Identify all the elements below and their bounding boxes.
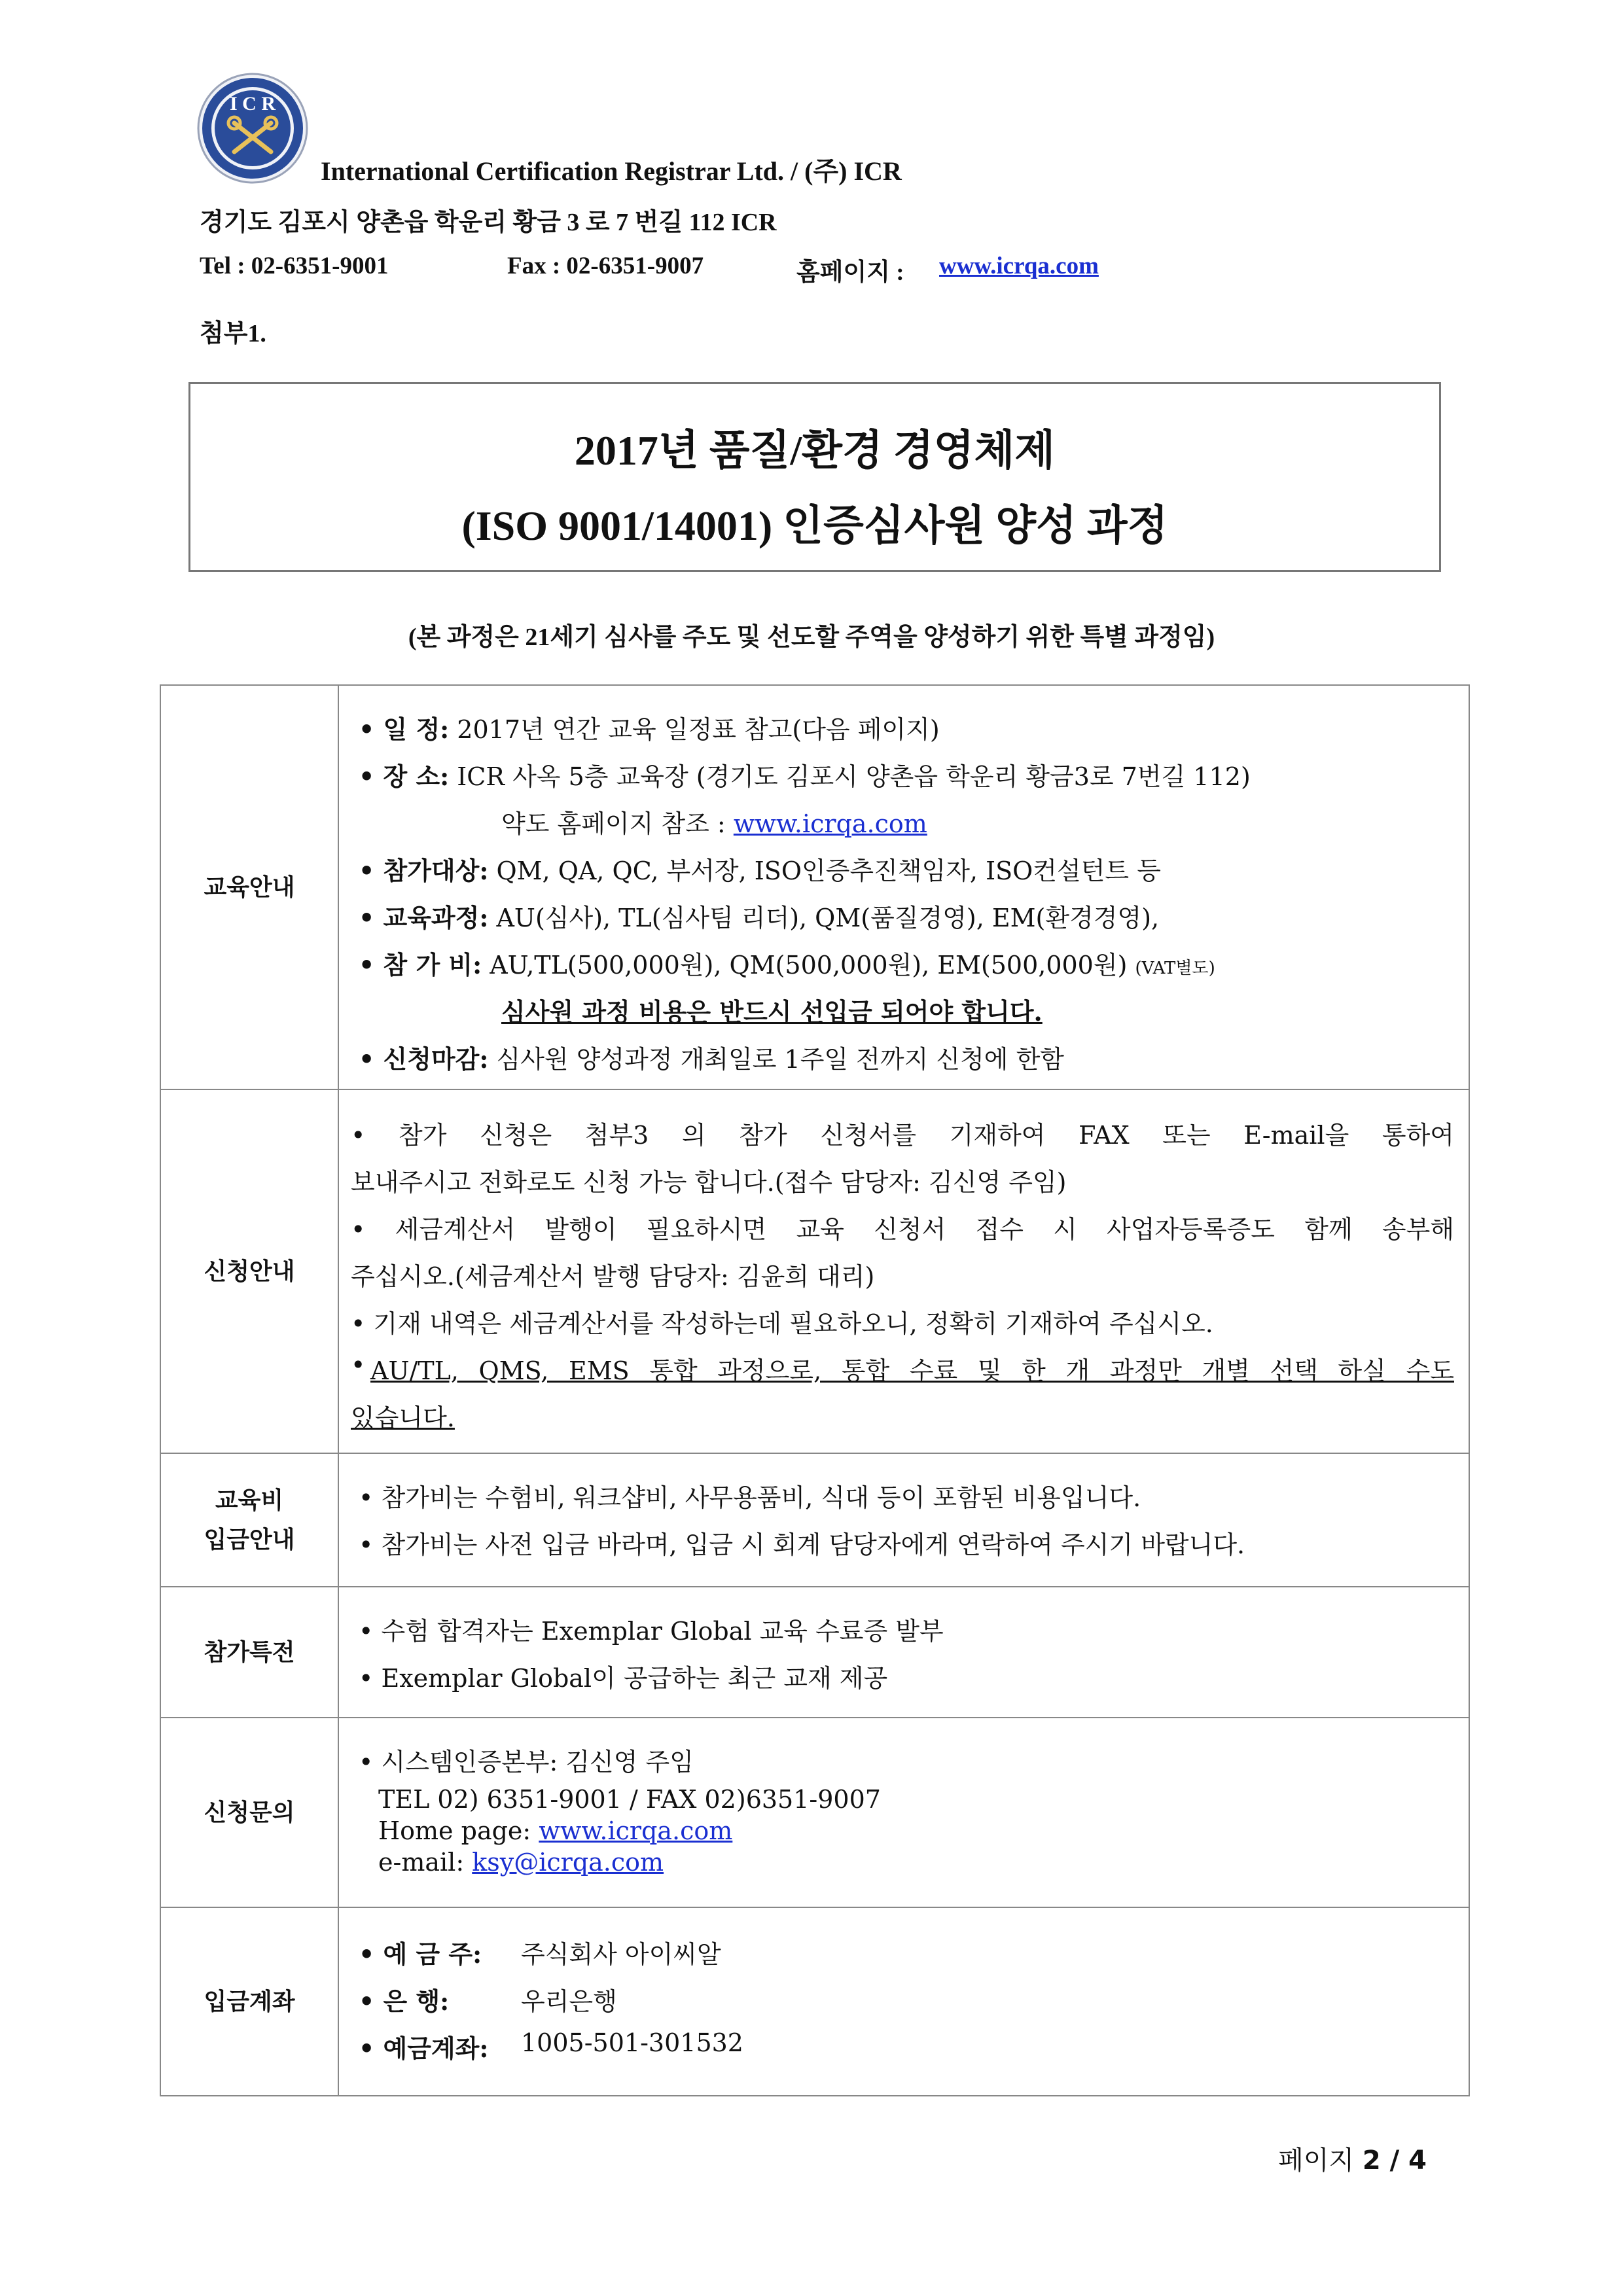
application-heading: 신청안내 (161, 1090, 339, 1453)
holder-label: • 예 금 주: (359, 1939, 482, 1969)
acct-label: • 예금계좌: (359, 2034, 489, 2063)
homepage-link[interactable]: www.icrqa.com (939, 253, 1099, 279)
subtitle: (본 과정은 21세기 심사를 주도 및 선도할 주역을 양성하기 위한 특별 과정임) (408, 624, 1215, 651)
app-line-1a: • 참가 신청은 첨부3 의 참가 신청서를 기재하여 FAX 또는 E-mail을 통하여 (351, 1121, 1454, 1150)
row-application (160, 1089, 1470, 1454)
app-line-4b: 있습니다. (351, 1404, 455, 1432)
education-heading: 교육안내 (161, 686, 339, 1089)
deadline-label: • 신청마감: (359, 1044, 489, 1074)
fee-payment-heading-1: 교육비 (215, 1487, 284, 1514)
row-benefits (160, 1586, 1470, 1718)
icr-logo (196, 72, 309, 185)
fee-label: • 참 가 비: (359, 950, 482, 980)
title-line-1: 2017년 품질/환경 경영체제 (574, 427, 1056, 474)
fee-payment-heading (161, 1454, 339, 1586)
fee-payment-line-2: • 참가비는 사전 입금 바라며, 입금 시 회계 담당자에게 연락하여 주시기 바랍니다. (359, 1530, 1245, 1559)
inquiry-heading: 신청문의 (161, 1718, 339, 1907)
company-name: International Certification Registrar Ltd. / (주) ICR (321, 156, 902, 186)
inquiry-body (338, 1718, 1469, 1907)
benefits-heading: 참가특전 (161, 1587, 339, 1717)
row-inquiry (160, 1717, 1470, 1908)
app-line-4a: AU/TL, QMS, EMS 통합 과정으로, 통합 수료 및 한 개 과정만 개별 선택 하실 수도 (370, 1356, 1454, 1385)
inquiry-tel-fax: TEL 02) 6351-9001 / FAX 02)6351-9007 (378, 1785, 881, 1814)
place-value: ICR 사옥 5층 교육장 (경기도 김포시 양촌읍 학운리 황금3로 7번길 112) (457, 762, 1251, 791)
inquiry-email-label: e-mail: (378, 1848, 465, 1877)
application-body: • 참가 신청은 첨부3 의 참가 신청서를 기재하여 FAX 또는 E-mail을 통하여 보내주시고 전화로도 신청 가능 합니다.(접수 담당자: 김신영 주임) • 세금계산서 발행이 필요하시면 교육 신청서 접수 시 사업자등록증도 함께 송부해 주십시오.(세금계산서 발행 담당자: 김윤희 대리) • 기재 내역은 세금계산서를 작성하는데 필요하오니, 정확히 기재하여 주십시오. • AU/TL, QMS, EMS 통합 과정으로, 통합 수료 및 한 개 과정만 개별 선택 하실 수도 있습니다. (338, 1090, 1469, 1453)
app-line-2a: • 세금계산서 발행이 필요하시면 교육 신청서 접수 시 사업자등록증도 함께 송부해 (351, 1215, 1454, 1244)
page-footer (1278, 2140, 1427, 2177)
bank-value: 우리은행 (521, 1987, 617, 2016)
account-heading: 입금계좌 (161, 1908, 339, 2095)
row-education (160, 684, 1470, 1090)
benefits-line-2: • Exemplar Global이 공급하는 최근 교재 제공 (359, 1664, 888, 1693)
inquiry-home-link[interactable]: www.icrqa.com (539, 1816, 733, 1845)
benefits-line-1: • 수험 합격자는 Exemplar Global 교육 수료증 발부 (359, 1617, 944, 1646)
place-label: • 장 소: (359, 762, 450, 791)
target-label: • 참가대상: (359, 856, 489, 885)
map-note: 약도 홈페이지 참조 : (501, 809, 726, 838)
schedule-value: 2017년 연간 교육 일정표 참고(다음 페이지) (457, 715, 940, 744)
fee-vat-note: (VAT별도) (1135, 959, 1215, 978)
account-body (338, 1908, 1469, 2095)
course-value: AU(심사), TL(심사팀 리더), QM(품질경영), EM(환경경영), (496, 904, 1160, 932)
title-line-2: (ISO 9001/14001) 인증심사원 양성 과정 (461, 503, 1168, 549)
fee-payment-body (338, 1454, 1469, 1586)
fax-text: Fax : 02-6351-9007 (507, 253, 704, 279)
map-link[interactable]: www.icrqa.com (733, 809, 927, 838)
education-body (338, 686, 1469, 1089)
row-account (160, 1907, 1470, 2096)
company-address: 경기도 김포시 양촌읍 학운리 황금 3 로 7 번길 112 ICR (200, 209, 777, 236)
row-fee-payment (160, 1453, 1470, 1587)
app-line-1b: 보내주시고 전화로도 신청 가능 합니다.(접수 담당자: 김신영 주임) (351, 1168, 1067, 1197)
tel-text: Tel : 02-6351-9001 (200, 253, 389, 279)
app-line-2b: 주십시오.(세금계산서 발행 담당자: 김윤희 대리) (351, 1262, 875, 1291)
prepay-notice: 심사원 과정 비용은 반드시 선입금 되어야 합니다. (501, 997, 1043, 1027)
inquiry-line-1: • 시스템인증본부: 김신영 주임 (359, 1748, 694, 1776)
holder-value: 주식회사 아이씨알 (521, 1940, 721, 1969)
deadline-value: 심사원 양성과정 개최일로 1주일 전까지 신청에 한함 (496, 1045, 1065, 1074)
course-label: • 교육과정: (359, 903, 489, 932)
page-number: 2 / 4 (1362, 2146, 1427, 2176)
bank-label: • 은 행: (359, 1987, 450, 2016)
fee-payment-line-1: • 참가비는 수험비, 워크샵비, 사무용품비, 식대 등이 포함된 비용입니다. (359, 1483, 1141, 1512)
acct-value: 1005-501-301532 (521, 2028, 743, 2057)
fee-value: AU,TL(500,000원), QM(500,000원), EM(500,000원) (490, 951, 1128, 980)
fee-payment-heading-2: 입금안내 (204, 1526, 295, 1553)
app-line-3: • 기재 내역은 세금계산서를 작성하는데 필요하오니, 정확히 기재하여 주십시오. (351, 1309, 1213, 1338)
info-table (160, 684, 1470, 2096)
logo-text: I C R (229, 93, 276, 115)
schedule-label: • 일 정: (359, 715, 450, 744)
inquiry-home-label: Home page: (378, 1816, 531, 1845)
attachment-label: 첨부1. (200, 320, 266, 347)
inquiry-email-link[interactable]: ksy@icrqa.com (472, 1848, 664, 1877)
homepage-label: 홈페이지 : (796, 259, 904, 286)
benefits-body (338, 1587, 1469, 1717)
page-label: 페이지 (1278, 2146, 1355, 2176)
title-box (188, 382, 1441, 572)
target-value: QM, QA, QC, 부서장, ISO인증추진책임자, ISO컨설턴트 등 (496, 857, 1161, 885)
